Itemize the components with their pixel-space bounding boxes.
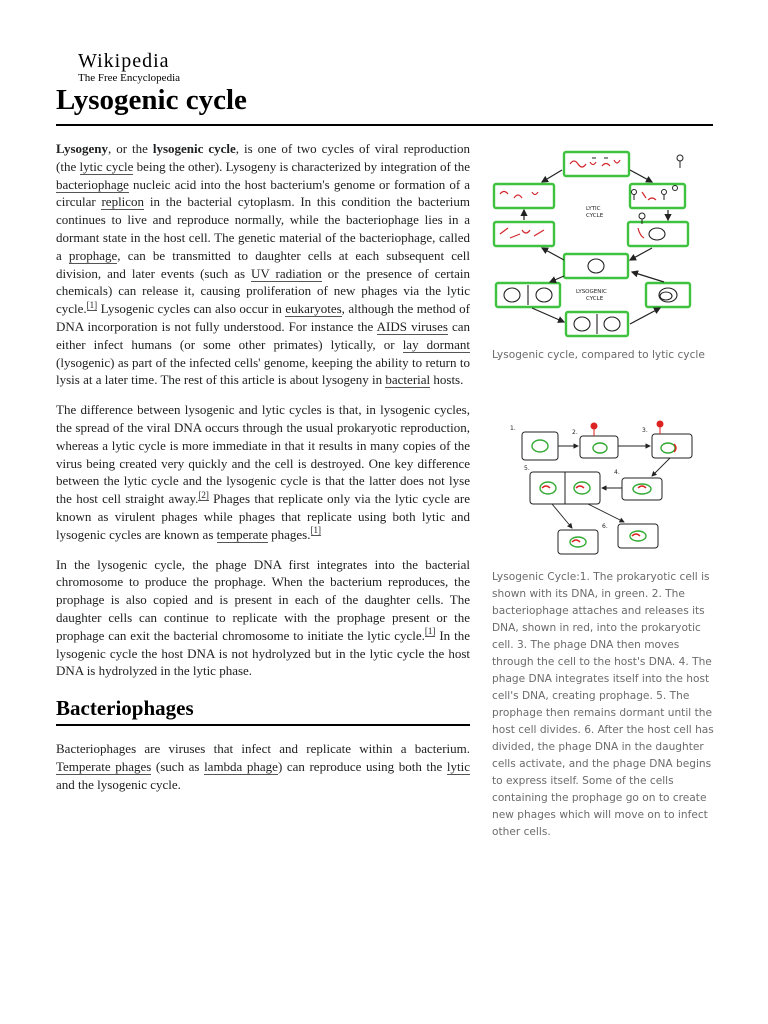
text-run: being the other). Lysogeny is characterized by integration of the: [133, 158, 471, 174]
paragraph-bacteriophages: [56, 740, 470, 793]
text-run: , or the: [108, 141, 153, 156]
cell-integration: [564, 254, 628, 278]
text-run: in the bacterial cytoplasm. In this condition the bacterium continues to live and reproduce normally, while the bacteriophage lies in a dormant state in the host cell. The genetic material of the bacteriophage, called a: [56, 194, 470, 263]
paragraph-difference: [56, 401, 470, 543]
diagram-label-cycle: CYCLE: [586, 213, 604, 219]
citation-2[interactable]: [2]: [198, 489, 209, 500]
figure-lytic-lysogenic: [492, 148, 714, 364]
text-run: and the lysogenic cycle.: [56, 776, 181, 792]
cell-injected: [628, 222, 688, 246]
cell-prophage: [646, 283, 690, 307]
step-cell-2: [580, 436, 618, 458]
text-run: can either infect humans (or some other primates) lytically, or: [56, 318, 471, 352]
term-lysogenic-cycle: lysogenic cycle: [152, 141, 236, 156]
step-label-4: 4.: [614, 469, 620, 476]
page-title: Lysogenic cycle: [56, 84, 247, 116]
paragraph-lysogenic-process: [56, 556, 470, 681]
diagram-label-lysogenic: LYSOGENIC: [576, 289, 607, 295]
section-heading-bacteriophages: Bacteriophages: [56, 696, 194, 721]
link-temperate[interactable]: temperate: [216, 526, 268, 542]
wikipedia-tagline: The Free Encyclopedia: [78, 72, 181, 84]
step-cell-6b: [618, 524, 658, 548]
title-divider: [56, 124, 713, 126]
step-label-1: 1.: [510, 425, 516, 432]
cell-replication: [494, 222, 554, 246]
step-label-5: 5.: [524, 465, 530, 472]
lysogenic-steps-diagram[interactable]: [492, 418, 704, 560]
text-run: The difference between lysogenic and lytic cycles is that, in lysogenic cycles, the spread of the viral DNA occurs through the usual prokaryotic reproduction, whereas a lytic cycle is more immediate in that it results in many copies of the virus being created very quickly and the cell is destroyed. One key difference between the lytic cycle and the lysogenic cycle is that the latter does not lyse the host cell straight away.: [56, 402, 470, 507]
step-label-3: 3.: [642, 427, 648, 434]
text-run: In the lysogenic cycle the host DNA is not hydrolyzed but in the lytic cycle the host DNA is hydrolyzed in the lytic phase.: [56, 627, 470, 679]
figure-lysogenic-steps: [492, 418, 714, 841]
link-lay-dormant[interactable]: lay dormant: [402, 336, 470, 352]
link-uv-radiation[interactable]: UV radiation: [251, 265, 322, 281]
step-label-6: 6.: [602, 523, 608, 530]
cell-assembly: [494, 184, 554, 208]
text-run: (lysogenic) as part of the infected cells' genome, keeping the ability to return to lysis at a later time. The rest of this article is about lysogeny in: [56, 354, 470, 388]
text-run: In the lysogenic cycle, the phage DNA first integrates into the bacterial chromosome to produce the prophage. When the bacterium reproduces, the prophage is also copied and is present in each of the daughter cells. The daughter cells can continue to replicate with the prophage present or the prophage can exit the bacterial chromosome to initiate the lytic cycle.: [56, 556, 470, 643]
text-run: phages.: [267, 526, 311, 542]
step-cell-3: [652, 434, 692, 458]
citation-1[interactable]: [1]: [86, 299, 98, 310]
figure-caption-2: Lysogenic Cycle:1. The prokaryotic cell is shown with its DNA, in green. 2. The bacteriophage attaches and releases its DNA, shown in red, into the prokaryotic cell. 3. The phage DNA then moves through the cell to the host's DNA. 4. The phage DNA integrates itself into the host cell's DNA, creating prophage. 5. The prophage then remains dormant until the host cell divides. 6. After the host cell has divided, the phage DNA in the daughter cells activate, and the phage DNA begins to express itself. Some of the cells containing the prophage go on to create new phages which will move on to infect other cells.: [492, 571, 714, 838]
link-bacterial[interactable]: bacterial: [385, 372, 431, 388]
lytic-lysogenic-cycle-diagram[interactable]: [492, 148, 704, 338]
section-divider: [56, 724, 470, 726]
text-run: or the presence of certain chemicals) can release it, causing proliferation of new phages via the lytic cycle.: [56, 265, 470, 317]
link-lytic-cycle[interactable]: lytic cycle: [79, 158, 134, 174]
text-run: Bacteriophages are viruses that infect and replicate within a bacterium.: [56, 740, 470, 756]
cell-lysis-top: [564, 152, 629, 176]
text-run: (such as: [151, 758, 205, 774]
diagram-label-cycle-2: CYCLE: [586, 296, 604, 302]
citation-1[interactable]: [1]: [310, 525, 321, 536]
step-cell-4: [622, 478, 662, 500]
step-label-2: 2.: [572, 429, 578, 436]
link-replicon[interactable]: replicon: [101, 194, 145, 210]
article-body: [56, 140, 470, 805]
link-bacteriophage[interactable]: bacteriophage: [56, 176, 129, 192]
link-lambda-phage[interactable]: lambda phage: [204, 758, 278, 774]
cell-attach: [630, 184, 685, 208]
diagram-label-lytic: LYTIC: [586, 206, 601, 212]
link-prophage[interactable]: prophage: [68, 247, 118, 263]
wikipedia-wordmark[interactable]: Wikipedia: [78, 50, 170, 72]
figure-caption-1: Lysogenic cycle, compared to lytic cycle: [492, 349, 705, 361]
text-run: hosts.: [430, 372, 464, 388]
text-run: Phages that replicate only via the lytic cycle are known as virulent phages while phages that replicate using both lytic and lysogenic cycles are known as: [56, 491, 470, 542]
step-cell-1: [522, 432, 558, 460]
link-lytic[interactable]: lytic: [446, 758, 470, 774]
text-run: , is one of two cycles of viral reproduction (the: [56, 141, 470, 174]
text-run: ) can reproduce using both the: [277, 758, 447, 774]
citation-1[interactable]: [1]: [424, 626, 436, 637]
text-run: , although the method of DNA incorporation is not fully understood. For instance the: [56, 301, 470, 334]
text-run: , can be transmitted to daughter cells at each subsequent cell division, and later events (such as: [56, 247, 470, 281]
link-temperate-phages[interactable]: Temperate phages: [56, 758, 152, 774]
step-cell-6a: [558, 530, 598, 554]
link-eukaryotes[interactable]: eukaryotes: [285, 301, 342, 317]
paragraph-intro: [56, 140, 470, 389]
term-lysogeny: Lysogeny: [56, 141, 109, 156]
link-aids-viruses[interactable]: AIDS viruses: [376, 318, 448, 334]
text-run: nucleic acid into the host bacterium's genome or formation of a circular: [56, 176, 470, 210]
text-run: Lysogenic cycles can also occur in: [97, 301, 286, 317]
